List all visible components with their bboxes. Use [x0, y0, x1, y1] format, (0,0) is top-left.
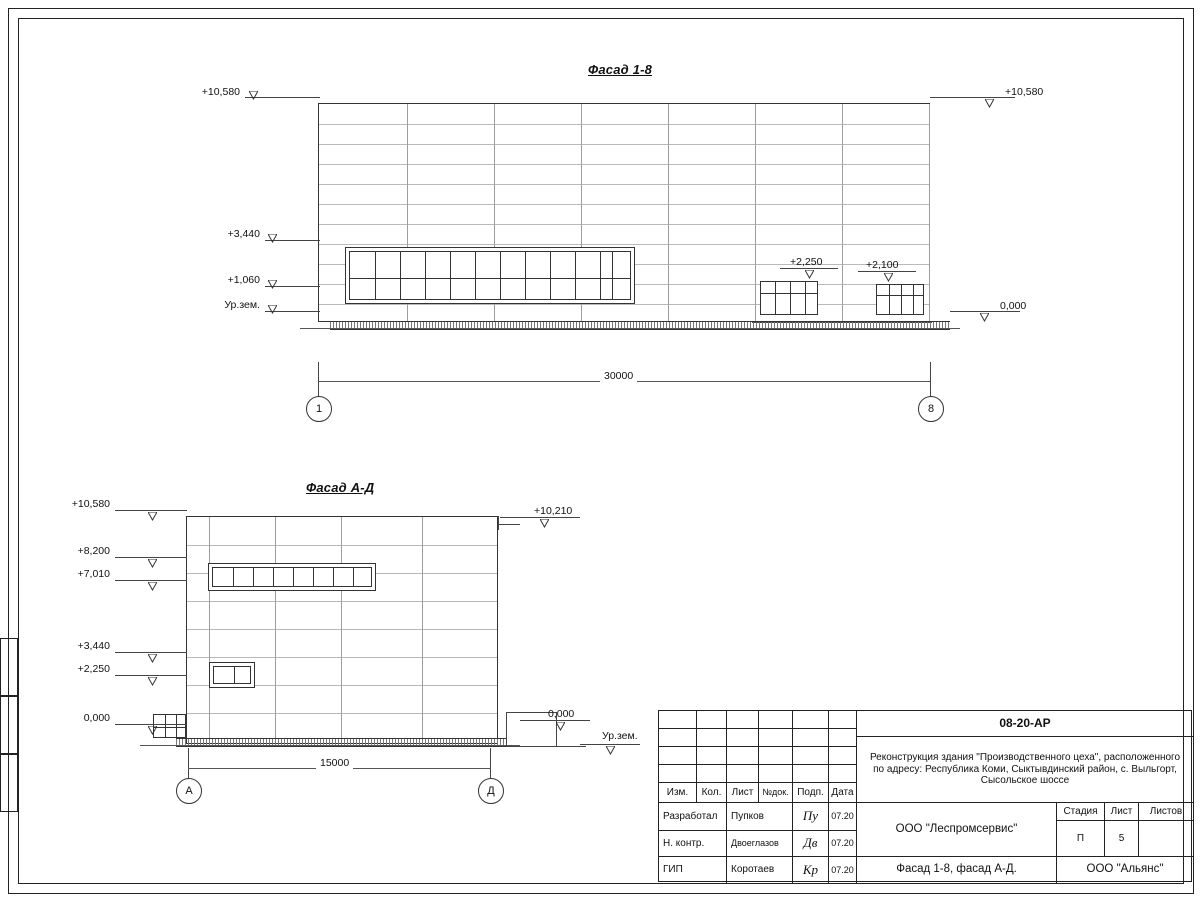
- level-label: 0,000: [548, 708, 575, 720]
- level-label: 0,000: [83, 712, 110, 724]
- level-arrow-icon: [268, 305, 277, 314]
- level-label: +10,580: [201, 86, 240, 98]
- level-arrow-icon: [805, 270, 814, 279]
- level-label: +3,440: [77, 640, 110, 652]
- level-arrow-icon: [148, 726, 157, 735]
- stamp-object-description: Реконструкция здания "Производственного цеха", расположенного по адресу: Республика Коми, Сыктывдинский район, с. Выльгорт, Сысольское шоссе: [857, 737, 1193, 803]
- stamp-stage-header: Стадия: [1057, 803, 1105, 821]
- level-label: +10,580: [1005, 86, 1044, 98]
- stamp-date: 07.20: [829, 831, 857, 857]
- level-label: +3,440: [227, 228, 260, 240]
- level-arrow-icon: [148, 677, 157, 686]
- stamp-header: Подп.: [793, 783, 829, 803]
- stamp-role: Н. контр.: [659, 831, 727, 857]
- facade-a-d-window-band: [208, 563, 376, 591]
- facade-a-d-title: Фасад А-Д: [306, 480, 375, 495]
- level-arrow-icon: [148, 582, 157, 591]
- level-arrow-icon: [985, 99, 994, 108]
- axis-bubble: 1: [306, 396, 332, 422]
- level-label: +2,100: [866, 259, 899, 271]
- stamp-date: 07.20: [829, 803, 857, 831]
- level-arrow-icon: [249, 91, 258, 100]
- stamp-header: №док.: [759, 783, 793, 803]
- axis-bubble: 8: [918, 396, 944, 422]
- level-label: +10,580: [71, 498, 110, 510]
- level-arrow-icon: [606, 746, 615, 755]
- facade-a-d-small-window: [209, 662, 255, 688]
- level-label: Ур.зем.: [224, 299, 260, 311]
- stamp-signature: Пу: [793, 803, 829, 831]
- level-arrow-icon: [540, 519, 549, 528]
- stamp-signature: Кр: [793, 857, 829, 883]
- stamp-stage-value: П: [1057, 821, 1105, 857]
- facade-a-d-building: [186, 516, 498, 744]
- level-arrow-icon: [980, 313, 989, 322]
- level-arrow-icon: [884, 273, 893, 282]
- facade-1-8-window-band: [345, 247, 635, 304]
- facade-1-8-dimension: 30000: [600, 370, 637, 382]
- level-arrow-icon: [148, 559, 157, 568]
- level-label: +8,200: [77, 545, 110, 557]
- stamp-sheets-value: [1139, 821, 1193, 857]
- facade-a-d-porch: [153, 714, 186, 738]
- level-label: +2,250: [77, 663, 110, 675]
- stamp-role: ГИП: [659, 857, 727, 883]
- stamp-code: 08-20-АР: [857, 711, 1193, 737]
- level-arrow-icon: [556, 722, 565, 731]
- stamp-role: Разработал: [659, 803, 727, 831]
- stamp-name: Пупков: [727, 803, 793, 831]
- facade-1-8-title: Фасад 1-8: [588, 62, 653, 77]
- sheet-left-notch-1: [0, 638, 18, 696]
- stamp-header: Лист: [727, 783, 759, 803]
- sheet-left-notch-2: [0, 696, 18, 754]
- axis-bubble: А: [176, 778, 202, 804]
- sheet-left-notch-3: [0, 754, 18, 812]
- facade-1-8-porch-right: [876, 284, 924, 315]
- stamp-header: Изм.: [659, 783, 697, 803]
- stamp-name: Двоеглазов: [727, 831, 793, 857]
- level-label: +1,060: [227, 274, 260, 286]
- stamp-company-main: ООО "Леспромсервис": [857, 803, 1057, 857]
- stamp-sheet-header: Лист: [1105, 803, 1139, 821]
- stamp-header: Дата: [829, 783, 857, 803]
- stamp-header: Кол.: [697, 783, 727, 803]
- level-label: +2,250: [790, 256, 823, 268]
- stamp-date: 07.20: [829, 857, 857, 883]
- stamp-sheet-value: 5: [1105, 821, 1139, 857]
- level-arrow-icon: [268, 280, 277, 289]
- axis-bubble: Д: [478, 778, 504, 804]
- level-label: Ур.зем.: [602, 730, 638, 742]
- level-label: +10,210: [534, 505, 573, 517]
- stamp-signature: Дв: [793, 831, 829, 857]
- level-label: 0,000: [1000, 300, 1027, 312]
- level-arrow-icon: [148, 512, 157, 521]
- stamp-name: Коротаев: [727, 857, 793, 883]
- stamp-sheets-header: Листов: [1139, 803, 1193, 821]
- level-arrow-icon: [148, 654, 157, 663]
- stamp-sheet-name: Фасад 1-8, фасад А-Д.: [857, 857, 1057, 883]
- level-label: +7,010: [77, 568, 110, 580]
- stamp-company-right: ООО "Альянс": [1086, 863, 1164, 876]
- facade-a-d-dimension: 15000: [316, 757, 353, 769]
- level-arrow-icon: [268, 234, 277, 243]
- title-block: [658, 710, 1192, 882]
- facade-1-8-porch-left: [760, 281, 818, 315]
